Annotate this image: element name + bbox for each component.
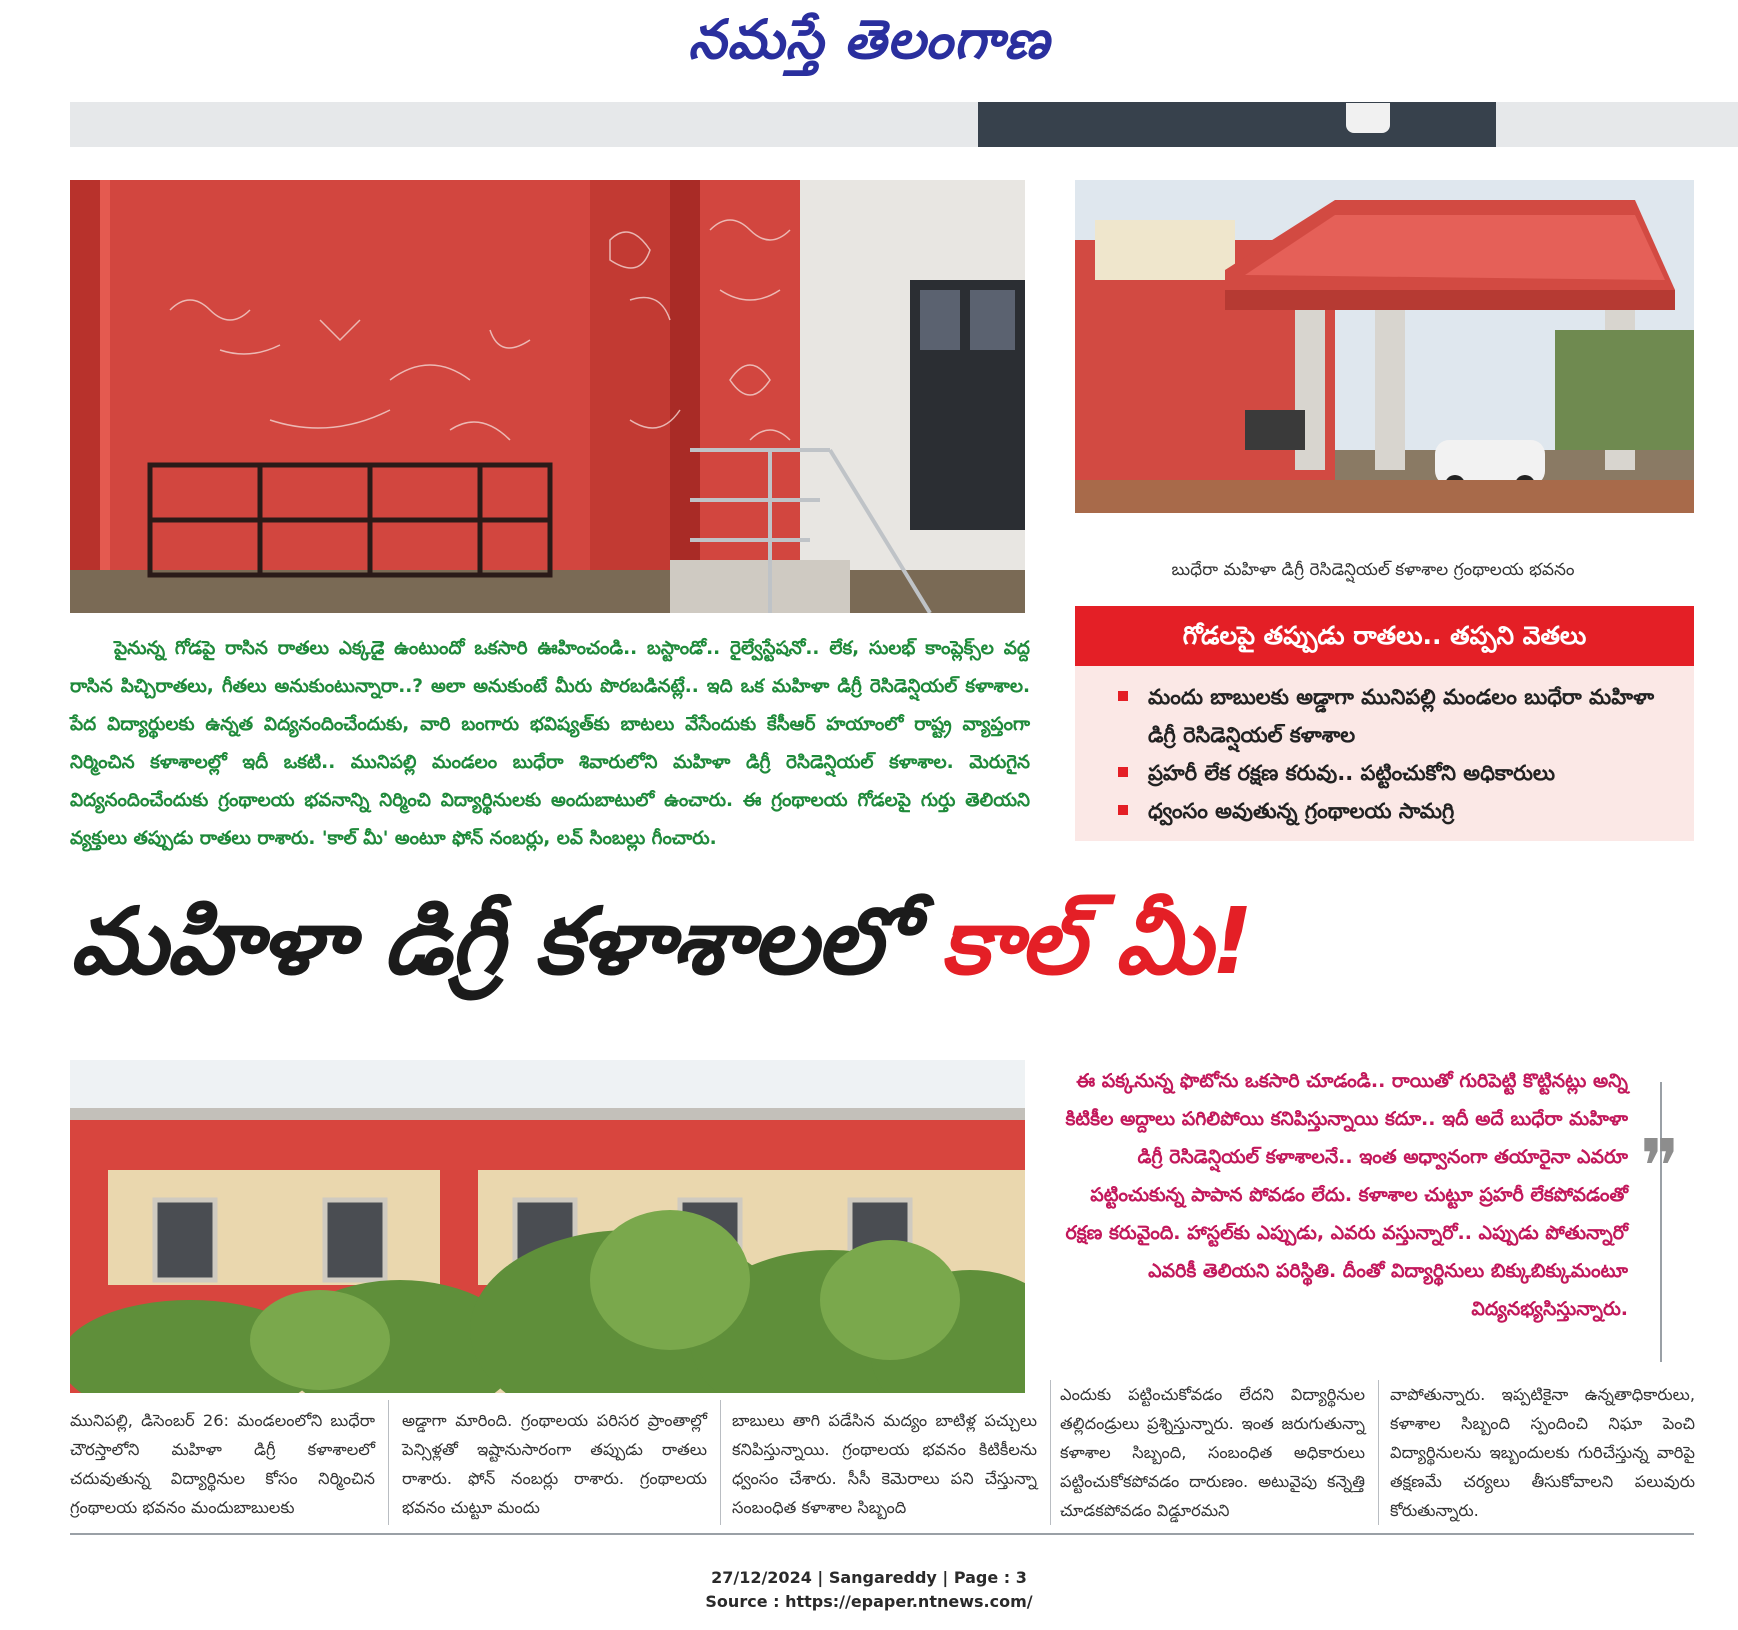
- list-item: మందు బాబులకు అడ్డాగా మునిపల్లి మండలం బుధేరా మహిళా డిగ్రీ రెసిడెన్షియల్ కళాశాల: [1118, 678, 1678, 754]
- top-strip-dark-band: [978, 102, 1496, 147]
- article-column-1: మునిపల్లి, డిసెంబర్ 26: మండలంలోని బుధేరా చౌరస్తాలోని మహిళా డిగ్రీ కళాశాలలో చదువుతున్న విద్యార్థినుల కోసం నిర్మించిన గ్రంథాలయ భవనం మందుబాబులకు: [70, 1411, 375, 1517]
- masthead: [0, 0, 1738, 80]
- column-divider: [1050, 1380, 1051, 1525]
- highlight-box-heading: గోడలపై తప్పుడు రాతలు.. తప్పని వెతలు: [1075, 606, 1694, 666]
- pull-quote: ఈ పక్కనున్న ఫొటోను ఒకసారి చూడండి.. రాయితో గురిపెట్టి కొట్టినట్లు అన్ని కిటికీల అద్దాలు పగిలిపోయి కనిపిస్తున్నాయి కదూ.. ఇదీ అదే బుధేరా మహిళా డిగ్రీ రెసిడెన్షియల్ కళాశాలనే.. ఇంత అధ్వానంగా తయారైనా ఎవరూ పట్టించుకున్న పాపాన పోవడం లేదు. కళాశాల చుట్టూ ప్రహరీ లేకపోవడంతో రక్షణ కరువైంది. హాస్టల్‌కు ఎప్పుడు, ఎవరు వస్తున్నారో.. ఎప్పుడు పోతున్నారో ఎవరికీ తెలియని పరిస్థితి. దీంతో విద్యార్థినులు బిక్కుబిక్కుమంటూ విద్యనభ్యసిస్తున్నారు.: [1065, 1070, 1628, 1320]
- footer-date-edition: 27/12/2024 | Sangareddy | Page : 3: [711, 1568, 1027, 1587]
- column-divider: [1378, 1380, 1379, 1525]
- bullet-square-icon: [1118, 805, 1128, 815]
- newspaper-logo: నమస్తే తెలంగాణ: [688, 8, 1050, 71]
- bottom-rule: [70, 1533, 1694, 1535]
- top-strip-marker-icon: [1346, 103, 1390, 133]
- bullet-square-icon: [1118, 691, 1128, 701]
- article-column-3: బాబులు తాగి పడేసిన మద్యం బాటిళ్ల పచ్చులు కనిపిస్తున్నాయి. గ్రంథాలయ భవనం కిటికీలను ధ్వంసం చేశారు. సీసీ కెమెరాలు పని చేస్తున్నా సంబంధిత కళాశాల సిబ్బంది: [732, 1411, 1037, 1517]
- broken-windows-photo: [70, 1060, 1025, 1393]
- highlight-bullet-list: [1118, 678, 1678, 830]
- column-divider: [720, 1400, 721, 1525]
- list-item: ప్రహరీ లేక రక్షణ కరువు.. పట్టించుకోని అధికారులు: [1118, 754, 1678, 792]
- headline-highlight: కాల్ మీ!: [940, 888, 1253, 995]
- article-column-2: అడ్డాగా మారింది. గ్రంథాలయ పరిసర ప్రాంతాల్లో పెన్సిళ్లతో ఇష్టానుసారంగా తప్పుడు రాతలు రాశారు. ఫోన్ నంబర్లు రాశారు. గ్రంథాలయ భవనం చుట్టూ మందు: [402, 1411, 707, 1517]
- article-column-4: ఎందుకు పట్టించుకోవడం లేదని విద్యార్థినుల తల్లిదండ్రులు ప్రశ్నిస్తున్నారు. ఇంత జరుగుతున్నా కళాశాల సిబ్బంది, సంబంధిత అధికారులు పట్టించుకోకపోవడం దారుణం. అటువైపు కన్నెత్తి చూడకపోవడం విడ్డూరమని: [1060, 1385, 1365, 1520]
- bullet-square-icon: [1118, 767, 1128, 777]
- article-column-5: వాపోతున్నారు. ఇప్పటికైనా ఉన్నతాధికారులు, కళాశాల సిబ్బంది స్పందించి నిఘా పెంచి విద్యార్థినులను ఇబ్బందులకు గురిచేస్తున్న వారిపై తక్షణమే చర్యలు తీసుకోవాలని పలువురు కోరుతున్నారు.: [1390, 1385, 1695, 1520]
- library-building-photo: [1075, 180, 1694, 513]
- column-divider: [388, 1400, 389, 1525]
- headline: [70, 888, 1730, 1018]
- photo-caption: బుధేరా మహిళా డిగ్రీ రెసిడెన్షియల్ కళాశాల గ్రంథాలయ భవనం: [1171, 560, 1575, 580]
- quote-icon: ❞: [1640, 1124, 1680, 1210]
- list-item: ధ్వంసం అవుతున్న గ్రంథాలయ సామగ్రి: [1118, 792, 1678, 830]
- graffiti-wall-photo: [70, 180, 1025, 613]
- intro-paragraph: పైనున్న గోడపై రాసిన రాతలు ఎక్కడైె ఉంటుందో ఒకసారి ఊహించండి.. బస్టాండో.. రైల్వేస్టేషనో.. లేక, సులభ్ కాంప్లెక్స్‌ల వద్ద రాసిన పిచ్చిరాతలు, గీతలు అనుకుంటున్నారా..? అలా అనుకుంటే మీరు పొరబడినట్లే.. ఇది ఒక మహిళా డిగ్రీ రెసిడెన్షియల్ కళాశాల. పేద విద్యార్థులకు ఉన్నత విద్యనందించేందుకు, వారి బంగారు భవిష్యత్‌కు బాటలు వేసేందుకు కేసీఆర్ హయాంలో రాష్ట్ర వ్యాప్తంగా నిర్మించిన కళాశాలల్లో ఇదీ ఒకటి.. మునిపల్లి మండలం బుధేరా శివారులోని మహిళా డిగ్రీ రెసిడెన్షియల్ కళాశాల. మెరుగైన విద్యనందించేందుకు గ్రంథాలయ భవనాన్ని నిర్మించి విద్యార్థినులకు అందుబాటులో ఉంచారు. ఈ గ్రంథాలయ గోడలపై గుర్తు తెలియని వ్యక్తులు తప్పుడు రాతలు రాశారు. 'కాల్ మీ' అంటూ ఫోన్ నంబర్లు, లవ్ సింబల్లు గీంచారు.: [70, 638, 1030, 849]
- footer-source: Source : https://epaper.ntnews.com/: [705, 1592, 1033, 1611]
- headline-main: మహిళా డిగ్రీ కళాశాలలో: [70, 888, 941, 995]
